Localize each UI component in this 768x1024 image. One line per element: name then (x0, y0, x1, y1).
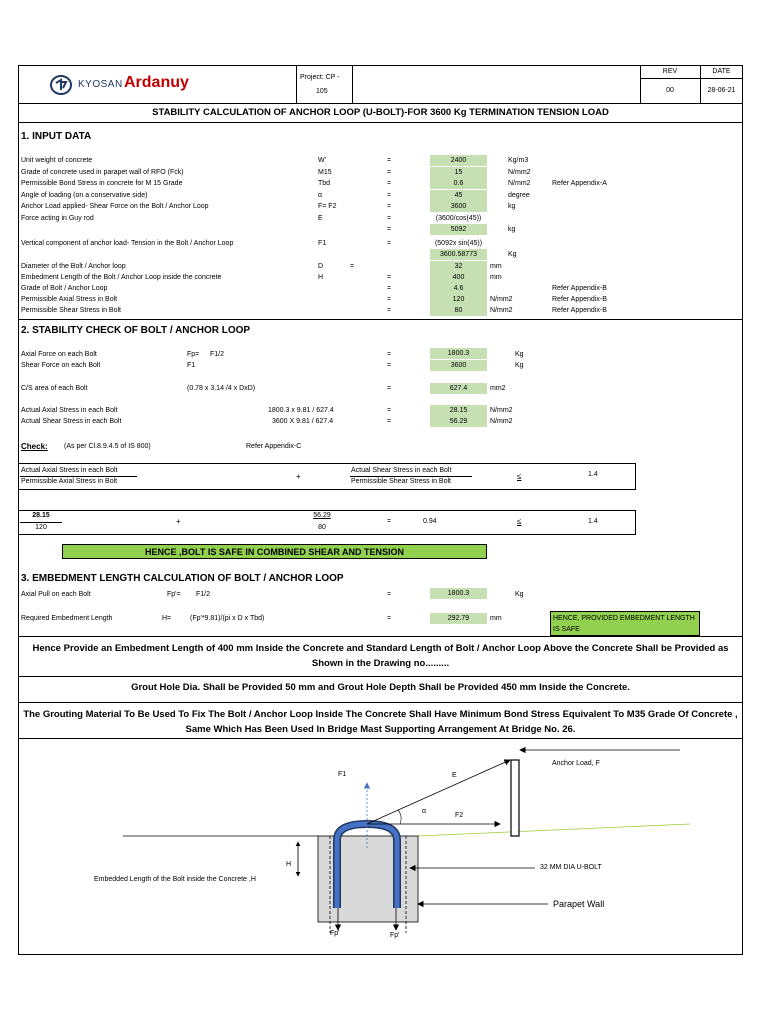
input-row-desc: Grade of Bolt / Anchor Loop (21, 285, 108, 292)
num-eq: = (387, 518, 392, 525)
ground-line-right (418, 824, 690, 836)
input-row-unit: N/mm2 (490, 307, 513, 314)
num-axial-numerator: 28.15 (32, 512, 50, 519)
input-row-ref: Refer Appendix-A (552, 180, 607, 187)
input-row-sym: M15 (318, 169, 332, 176)
note-grouting-material: The Grouting Material To Be Used To Fix The Bolt / Anchor Loop Inside The Concrete Shall Have Minimum Bond Stress Equivalent To M35 Grade Of Concrete , Same Which Has Been Used In Bridge Mast Supporting Arrangement At Bridge No. 26. (23, 709, 738, 735)
project-number: 105 (316, 88, 328, 95)
input-row-unit: N/mm2 (508, 180, 531, 187)
axial-pull-formula: F1/2 (196, 591, 211, 598)
input-row-val: 120 (430, 294, 487, 305)
input-row-sym: D (318, 263, 324, 270)
cs-area-label: C/S area of each Bolt (21, 385, 88, 392)
req-embedment-unit: mm (490, 615, 502, 622)
input-row-unit: Kg (508, 251, 517, 258)
shear-force-label: Shear Force on each Bolt (21, 362, 101, 369)
actual-axial-label: Actual Axial Stress in each Bolt (21, 407, 118, 414)
req-embedment-value: 292.79 (430, 613, 487, 624)
num-shear-denominator: 80 (318, 524, 326, 531)
input-row-eq: = (387, 203, 392, 210)
formula-shear-denominator: Permissible Shear Stress in Bolt (351, 478, 451, 485)
input-row-eq: = (387, 180, 392, 187)
input-row-eq: = (350, 263, 355, 270)
diagram-f1-label: F1 (338, 771, 347, 778)
input-row-eq: = (387, 240, 392, 247)
input-row-val: 45 (430, 190, 487, 201)
input-row-unit: N/mm2 (508, 169, 531, 176)
embedment-safe-note: HENCE, PROVIDED EMBEDMENT LENGTH IS SAFE (550, 611, 700, 636)
input-row-ref: Refer Appendix-B (552, 285, 607, 292)
eq-sign: = (387, 418, 392, 425)
input-row-val: 400 (430, 272, 487, 283)
diagram-fp-right: Fp' (390, 932, 400, 939)
rev-value: 00 (666, 87, 674, 94)
formula-plus: + (296, 472, 301, 481)
diagram-h-label: H (286, 861, 292, 868)
axial-force-unit: Kg (515, 351, 524, 358)
page-title: STABILITY CALCULATION OF ANCHOR LOOP (U-BOLT)-FOR 3600 Kg TERMINATION TENSION LOAD (152, 107, 609, 118)
input-row-desc: Angle of loading (on a conservative side) (21, 192, 148, 199)
check-appendix: Refer Appendix-C (246, 443, 302, 450)
input-row-val: 5092 (430, 224, 487, 235)
diagram-anchor-load-label: Anchor Load, F (552, 760, 600, 767)
anchor-post (511, 760, 519, 836)
axial-pull-value: 1800.3 (430, 588, 487, 599)
section2-heading: 2. STABILITY CHECK OF BOLT / ANCHOR LOOP (21, 325, 251, 336)
input-row-val: 32 (430, 261, 487, 272)
diagram-e-label: E (452, 772, 457, 779)
input-row-sym: F1 (318, 240, 327, 247)
input-row-eq: = (387, 157, 392, 164)
diagram-parapet-label: Parapet Wall (553, 899, 605, 909)
input-row-unit: kg (508, 226, 516, 233)
axial-pull-label: Axial Pull on each Bolt (21, 591, 91, 598)
check-label: Check: (21, 442, 48, 451)
diagram-fp-left: Fp' (330, 930, 340, 937)
section1-heading: 1. INPUT DATA (21, 131, 92, 142)
note-embedment: Hence Provide an Embedment Length of 400 mm Inside the Concrete and Standard Length of Bolt / Anchor Loop Above the Concrete Shall be Provided as Shown in the Drawing no......... (32, 643, 729, 669)
num-shear-numerator: 56.29 (313, 512, 331, 519)
section3-heading: 3. EMBEDMENT LENGTH CALCULATION OF BOLT / ANCHOR LOOP (21, 573, 344, 584)
cs-area-value: 627.4 (430, 383, 487, 394)
input-row-eq: = (387, 274, 392, 281)
date-label: DATE (712, 68, 731, 75)
cs-area-formula: (0.78 x 3.14 /4 x DxD) (187, 385, 256, 392)
eq-sign: = (387, 385, 392, 392)
project-label: Project: CP - (300, 74, 340, 81)
input-row-desc: Permissible Shear Stress in Bolt (21, 307, 121, 314)
num-plus: + (176, 517, 181, 526)
check-reference: (As per Cl.8.9.4.5 of IS 800) (64, 443, 151, 450)
company-logo (50, 72, 230, 98)
input-row-val: 3600.58773 (430, 249, 487, 260)
input-row-eq: = (387, 169, 392, 176)
input-row-sym: H (318, 274, 324, 281)
actual-shear-unit: N/mm2 (490, 418, 513, 425)
shear-force-value: 3600 (430, 360, 487, 371)
input-row-sym: Tbd (318, 180, 331, 187)
input-row-val: (3600/cos(45)) (435, 215, 482, 222)
input-row-eq: = (387, 226, 392, 233)
input-row-val: 4.6 (430, 283, 487, 294)
axial-pull-sym: Fp'= (167, 591, 181, 598)
input-row-unit: kg (508, 203, 516, 210)
actual-axial-unit: N/mm2 (490, 407, 513, 414)
input-row-unit: Kg/m3 (508, 157, 529, 164)
formula-shear-numerator: Actual Shear Stress in each Bolt (351, 467, 452, 474)
formula-axial-denominator: Permissible Axial Stress in Bolt (21, 478, 118, 485)
eq-sign: = (387, 407, 392, 414)
axial-force-label: Axial Force on each Bolt (21, 351, 97, 358)
axial-force-formula: F1/2 (210, 351, 225, 358)
input-row-eq: = (387, 296, 392, 303)
actual-axial-formula: 1800.3 x 9.81 / 627.4 (268, 407, 334, 414)
axial-force-value: 1800.3 (430, 348, 487, 359)
eq-sign: = (387, 362, 392, 369)
input-row-unit: mm (490, 274, 502, 281)
input-row-desc: Permissible Bond Stress in concrete for M 15 Grade (21, 180, 183, 187)
diagram-ubolt-label: 32 MM DIA U-BOLT (540, 864, 602, 871)
input-row-unit: N/mm2 (490, 296, 513, 303)
req-embedment-label: Required Embedment Length (21, 615, 113, 622)
input-row-desc: Embedment Length of the Bolt / Anchor Loop inside the concrete (21, 274, 222, 281)
formula-axial-numerator: Actual Axial Stress in each Bolt (21, 467, 118, 474)
num-axial-denominator: 120 (35, 524, 47, 531)
num-result: 0.94 (423, 518, 437, 525)
anchor-loop-diagram (0, 738, 768, 958)
rev-label: REV (662, 68, 678, 75)
actual-shear-label: Actual Shear Stress in each Bolt (21, 418, 122, 425)
input-row-sym: W' (318, 157, 326, 164)
input-row-desc: Unit weight of concrete (21, 157, 93, 164)
cs-area-unit: mm2 (490, 385, 506, 392)
input-row-sym: F= F2 (318, 203, 337, 210)
req-embedment-sym: H= (162, 615, 172, 622)
input-row-eq: = (387, 307, 392, 314)
input-row-ref: Refer Appendix-B (552, 296, 607, 303)
input-row-val: (5092x sin(45)) (434, 240, 483, 247)
input-row-unit: mm (490, 263, 502, 270)
logo-brand: KYOSAN (78, 79, 123, 90)
lt-logo-icon (50, 74, 72, 96)
axial-pull-unit: Kg (515, 591, 524, 598)
input-row-unit: degree (508, 192, 530, 199)
input-row-eq: = (387, 285, 392, 292)
input-row-desc: Vertical component of anchor load- Tension in the Bolt / Anchor Loop (21, 240, 234, 247)
input-row-val: 2400 (430, 155, 487, 166)
req-embedment-formula: (Fp'*9.81)/(pi x D x Tbd) (190, 615, 265, 622)
shear-force-unit: Kg (515, 362, 524, 369)
input-row-eq: = (387, 215, 392, 222)
input-row-desc: Diameter of the Bolt / Anchor loop (21, 263, 126, 270)
diagram-f2-label: F2 (455, 812, 464, 819)
date-value: 28-06-21 (707, 87, 736, 94)
formula-limit: 1.4 (588, 471, 598, 478)
input-row-ref: Refer Appendix-B (552, 307, 607, 314)
input-row-val: 3600 (430, 201, 487, 212)
input-row-val: 0.6 (430, 178, 487, 189)
input-row-val: 15 (430, 167, 487, 178)
input-row-val: 80 (430, 305, 487, 316)
safe-banner: HENCE ,BOLT IS SAFE IN COMBINED SHEAR AND TENSION (62, 544, 487, 559)
input-row-eq: = (387, 192, 392, 199)
eq-sign: = (387, 615, 392, 622)
actual-axial-value: 28.15 (430, 405, 487, 416)
input-row-desc: Permissible Axial Stress in Bolt (21, 296, 118, 303)
logo-company: Ardanuy (124, 74, 189, 91)
input-row-desc: Grade of concrete used in parapet wall of RFO (Fck) (21, 169, 184, 176)
actual-shear-value: 56.29 (430, 416, 487, 427)
note-grout-hole: Grout Hole Dia. Shall be Provided 50 mm and Grout Hole Depth Shall be Provided 450 mm Inside the Concrete. (131, 682, 630, 693)
input-row-desc: Force acting in Guy rod (21, 215, 94, 222)
diagram-alpha-label: α (422, 808, 427, 815)
num-limit: 1.4 (588, 518, 598, 525)
formula-le: ≤ (517, 472, 522, 481)
input-row-desc: Anchor Load applied- Shear Force on the Bolt / Anchor Loop (21, 203, 209, 210)
input-row-sym: α (318, 192, 323, 199)
input-row-sym: E (318, 215, 323, 222)
eq-sign: = (387, 591, 392, 598)
eq-sign: = (387, 351, 392, 358)
num-le: ≤ (517, 517, 522, 526)
diagram-embedded-label: Embedded Length of the Bolt inside the Concrete ,H (94, 876, 256, 883)
shear-force-sym: F1 (187, 362, 196, 369)
axial-force-sym: Fp= (187, 351, 200, 358)
actual-shear-formula: 3600 X 9.81 / 627.4 (272, 418, 334, 425)
